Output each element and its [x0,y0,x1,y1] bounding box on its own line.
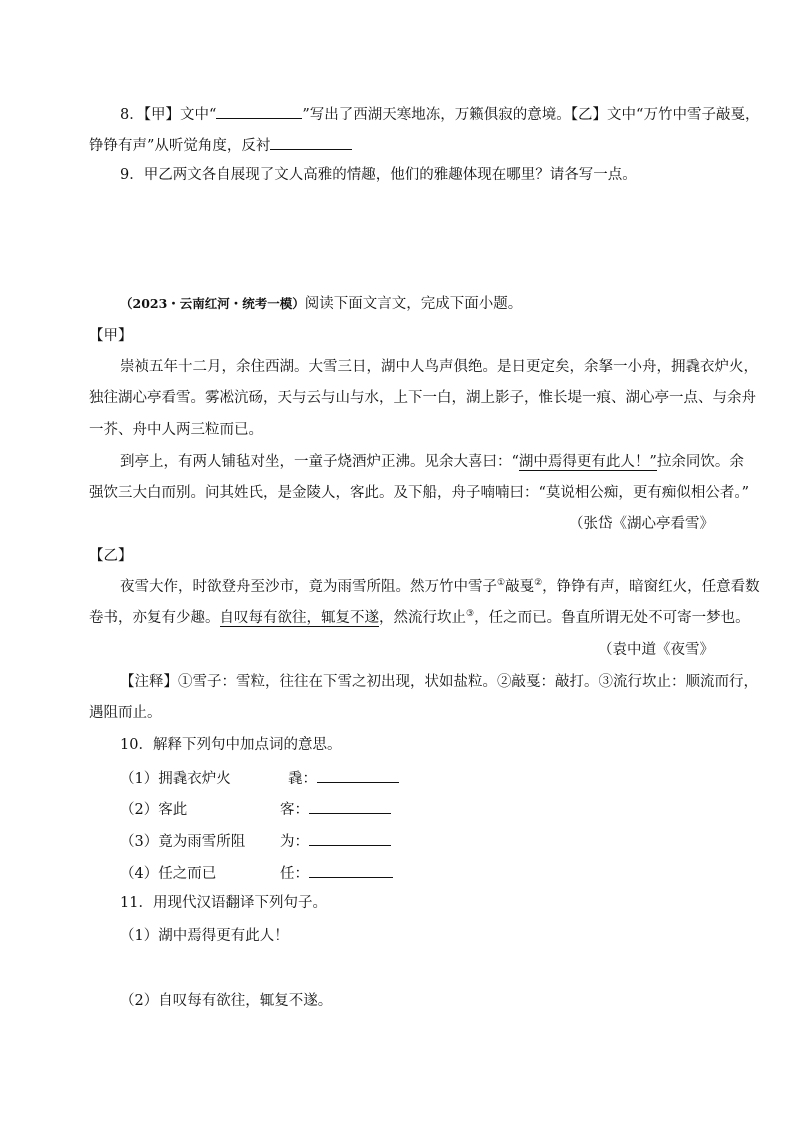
answer-blank[interactable] [309,830,391,846]
question-11-title: 11．用现代汉语翻译下列句子。 [120,895,327,911]
q11-item: （2）自叹每有欲往，辄复不遂。 [120,993,333,1009]
answer-blank[interactable] [309,862,393,878]
jia-p2-line-1: 到亭上，有两人铺毡对坐，一童子烧酒炉正沸。见余大喜曰：“湖中焉得更有此人！”拉余同饮。余 [120,454,744,470]
footnote-1: ① [497,578,506,588]
underlined-sentence: 湖中焉得更有此人！” [518,454,657,470]
jia-p1-line-2: 独往湖心亭看雪。雾凇沆砀，天与云与山与水，上下一白，湖上影子，惟长堤一痕、湖心亭一点、与余舟 [89,390,756,406]
answer-blank[interactable] [270,134,352,150]
jia-p2-line-2: 强饮三大白而别。问其姓氏，是金陵人，客此。及下船，舟子喃喃曰：“莫说相公痴，更有痴似相公者。” [89,485,750,501]
yi-heading: 【乙】 [89,548,133,564]
underlined-sentence: 自叹每有欲往，辄复不遂 [219,610,379,626]
yi-line-2: 卷书，亦复有少趣。自叹每有欲往，辄复不遂，然流行坎止③，任之而已。鲁直所谓无处不可寄一梦也。 [89,609,750,626]
yi-line-1: 夜雪大作，时欲登舟至沙市，竟为雨雪所阻。然万竹中雪子①敲戛②，铮铮有声，暗窗红火，任意看数 [120,578,760,595]
yi-source: （袁中道《夜雪》 [598,642,714,658]
exam-source: （2023・云南红河・统考一模） [120,296,305,311]
footnote-2: ② [534,578,543,588]
notes-line-2: 遇阻而止。 [89,705,162,721]
answer-blank[interactable] [309,798,391,814]
q11-item: （1）湖中焉得更有此人！ [120,928,289,944]
jia-p1-line-1: 崇祯五年十二月，余住西湖。大雪三日，湖中人鸟声俱绝。是日更定矣，余拏一小舟，拥毳衣炉火， [120,359,758,375]
answer-blank[interactable] [216,103,302,119]
question-10-title: 10．解释下列句中加点词的意思。 [120,737,342,753]
jia-heading: 【甲】 [89,328,133,344]
q10-item: （1）拥毳衣炉火 毳： [120,767,399,789]
question-9: 9．甲乙两文各自展现了文人高雅的情趣，他们的雅趣体现在哪里？请各写一点。 [120,167,637,183]
jia-source: （张岱《湖心亭看雪》 [569,516,714,532]
q10-item: （3）竟为雨雪所阻 为： [120,830,391,852]
q10-item: （2）客此 客： [120,798,391,820]
q8-line-2: 铮铮有声”从听觉角度，反衬 [89,134,352,156]
answer-blank[interactable] [317,767,399,783]
notes-line-1: 【注释】①雪子：雪粒，往往在下雪之初出现，状如盐粒。②敲戛：敲打。③流行坎止：顺流而行， [120,674,758,690]
q8-line-1: 8．【甲】文中“ ”写出了西湖天寒地冻，万籁俱寂的意境。【乙】文中“万竹中雪子敲戛， [120,103,759,125]
q10-item: （4）任之而已 任： [120,862,393,884]
jia-p1-line-3: 一芥、舟中人两三粒而已。 [89,422,263,438]
passage-intro: （2023・云南红河・统考一模）阅读下面文言文，完成下面小题。 [120,296,523,312]
footnote-3: ③ [466,609,475,619]
